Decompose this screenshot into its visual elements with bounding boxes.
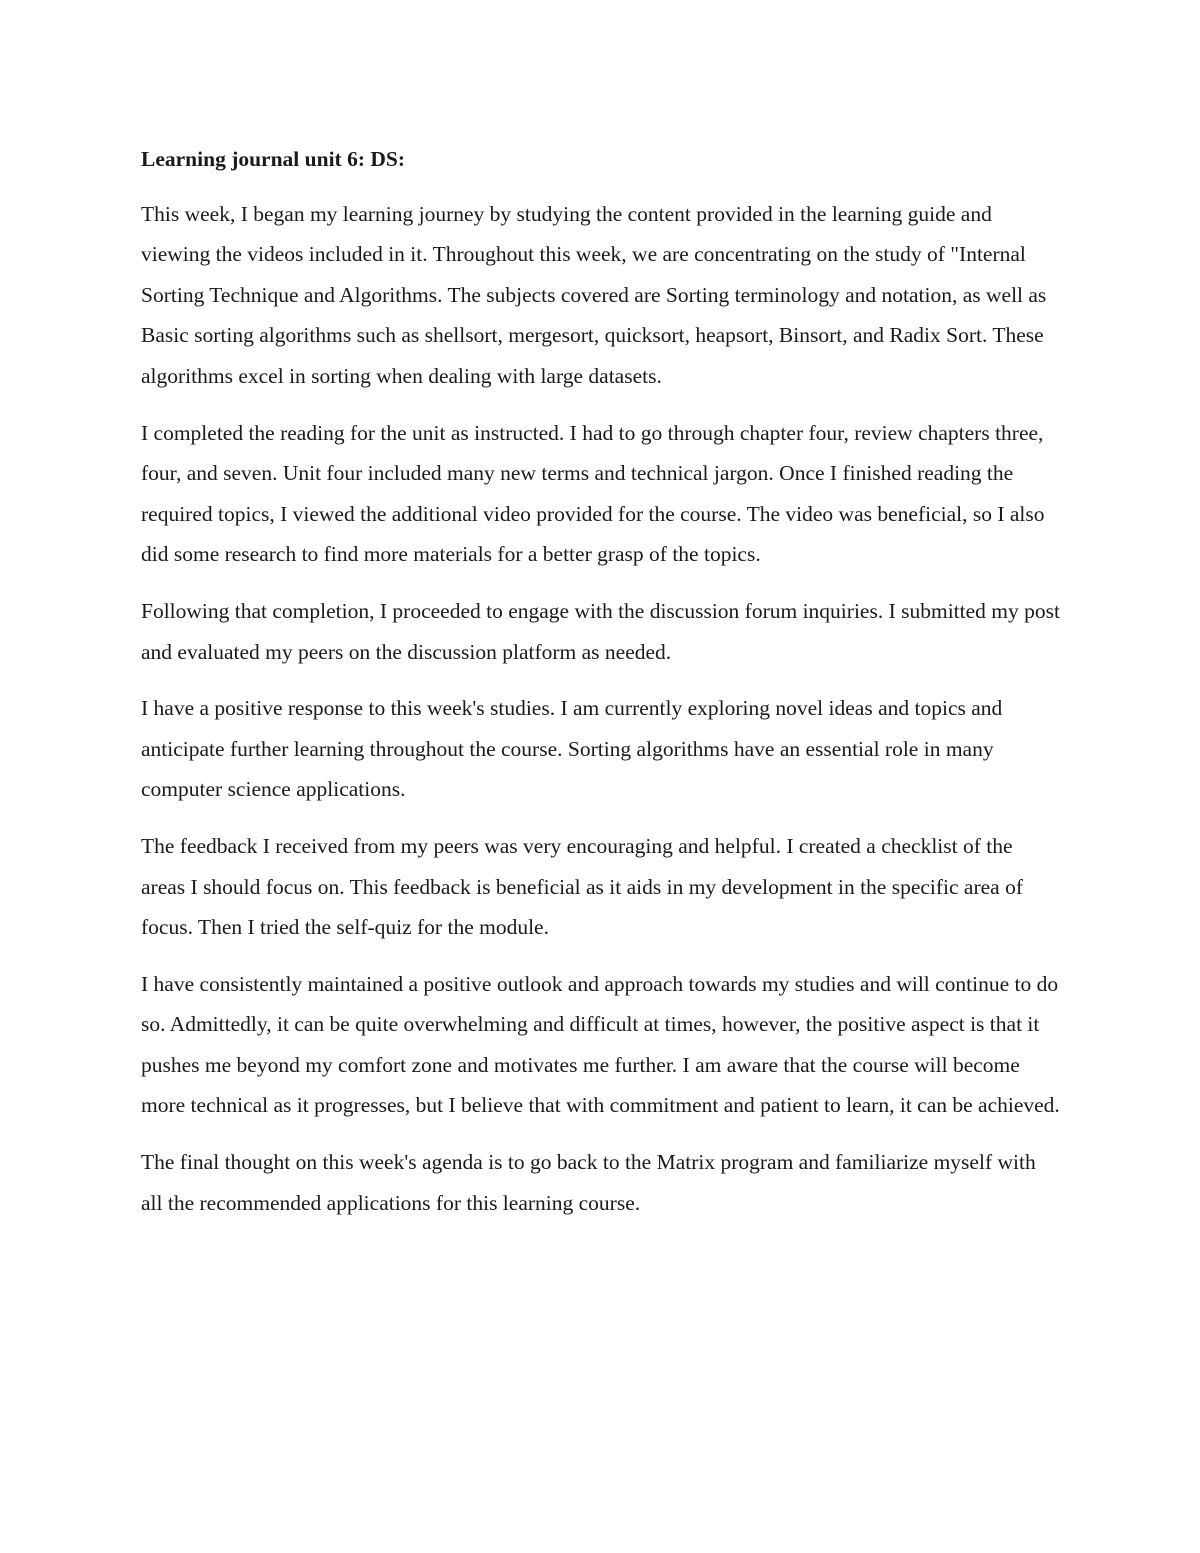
paragraph-6: I have consistently maintained a positive outlook and approach towards my studies and will continue to do so. Admittedly, it can be quite overwhelming and difficult at times, however, the positive aspect is that it pushes me beyond my comfort zone and motivates me further. I am aware that the course will become more technical as it progresses, but I believe that with commitment and patient to learn, it can be achieved.	[141, 971, 1060, 1118]
paragraph-4: I have a positive response to this week's studies. I am currently exploring novel ideas and topics and anticipate further learning throughout the course. Sorting algorithms have an essential role in many computer science applications.	[141, 696, 1003, 802]
paragraph-7: The final thought on this week's agenda is to go back to the Matrix program and familiarize myself with all the recommended applications for this learning course.	[141, 1150, 1036, 1215]
paragraph-2: I completed the reading for the unit as instructed. I had to go through chapter four, review chapters three, four, and seven. Unit four included many new terms and technical jargon. Once I finished reading the required topics, I viewed the additional video provided for the course. The video was beneficial, so I also did some research to find more materials for a better grasp of the topics.	[141, 420, 1045, 567]
paragraph-5: The feedback I received from my peers was very encouraging and helpful. I created a checklist of the areas I should focus on. This feedback is beneficial as it aids in my development in the specific area of focus. Then I tried the self-quiz for the module.	[141, 833, 1024, 940]
paragraph-3: Following that completion, I proceeded to engage with the discussion forum inquiries. I submitted my post and evaluated my peers on the discussion platform as needed.	[141, 598, 1060, 664]
document-page	[141, 139, 1061, 1239]
paragraph-1: This week, I began my learning journey by studying the content provided in the learning guide and viewing the videos included in it. Throughout this week, we are concentrating on the study of "Internal Sorting Technique and Algorithms. The subjects covered are Sorting terminology and notation, as well as Basic sorting algorithms such as shellsort, mergesort, quicksort, heapsort, Binsort, and Radix Sort. These algorithms excel in sorting when dealing with large datasets.	[141, 201, 1047, 388]
document-title: Learning journal unit 6: DS:	[141, 147, 406, 171]
